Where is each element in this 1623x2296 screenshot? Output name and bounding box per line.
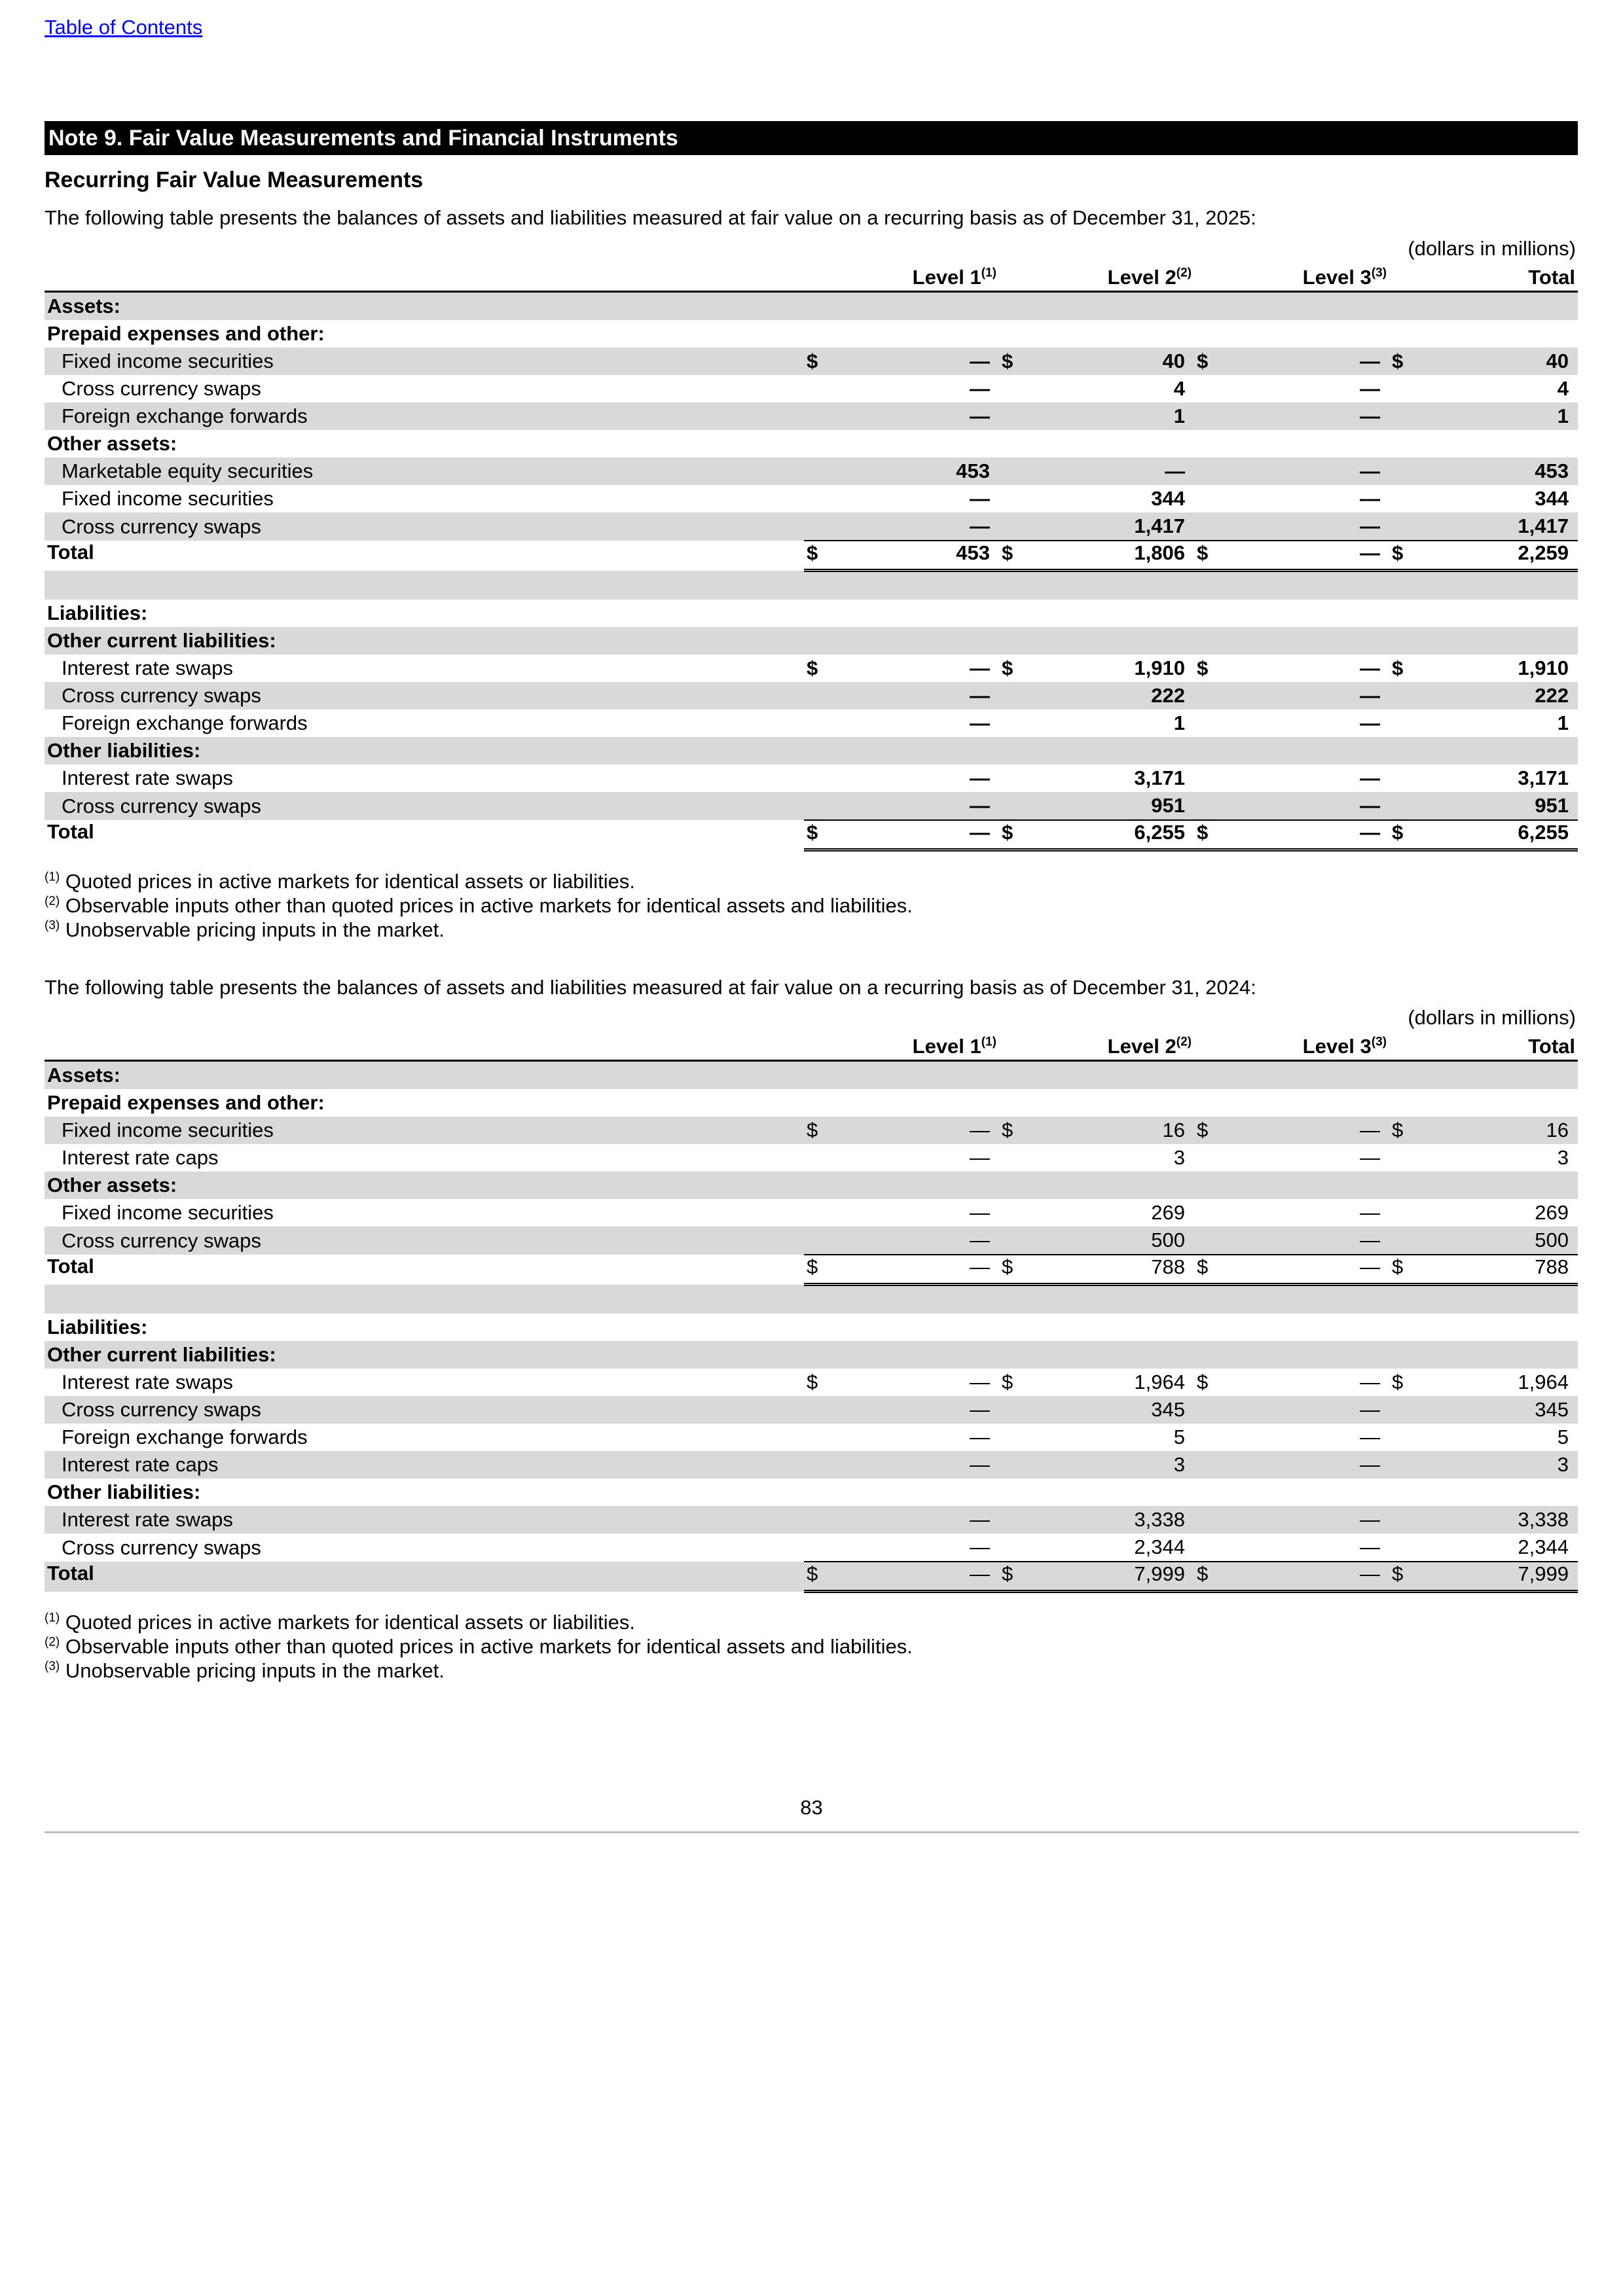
cell-l1: — (970, 377, 990, 400)
cell-total: 2,344 (1518, 1535, 1569, 1558)
table-row (45, 600, 1578, 627)
total-label: Total (47, 541, 94, 564)
currency-symbol: $ (1389, 1117, 1432, 1144)
cell-l2: 3,338 (1042, 1506, 1194, 1534)
currency-symbol: $ (807, 656, 818, 679)
total-l1: — (847, 820, 999, 850)
cell-l1: — (847, 1396, 999, 1424)
cell-l3: — (1237, 457, 1389, 485)
cell-l2: 5 (1173, 1426, 1185, 1448)
prepaid-heading: Prepaid expenses and other: (47, 1091, 325, 1114)
current-liabilities-heading: Other current liabilities: (45, 1341, 804, 1369)
cell-l2: 1,964 (1134, 1371, 1185, 1393)
cell-l1: — (847, 792, 999, 820)
column-header-total: Total (1432, 1031, 1578, 1061)
table-row (45, 1117, 1578, 1144)
cell-l2: 3 (1042, 1451, 1194, 1479)
current-liabilities-heading: Other current liabilities: (45, 627, 804, 655)
currency-symbol: $ (1389, 1562, 1432, 1592)
column-header-level3: Level 3$^{(3)}$ (1237, 262, 1389, 292)
row-label: Cross currency swaps (45, 682, 804, 709)
total-total: 6,255 (1432, 820, 1578, 850)
table-row (45, 1227, 1578, 1255)
total-total: 788 (1432, 1255, 1578, 1285)
column-header-level3: Level 3$^{(3)}$ (1237, 1031, 1389, 1061)
cell-l1: — (847, 1506, 999, 1534)
column-header-level1: Level 1$^{(1)}$ (847, 1031, 999, 1061)
currency-symbol: $ (804, 348, 847, 375)
cell-l1: — (970, 1535, 990, 1558)
cell-l2: 16 (1042, 1117, 1194, 1144)
cell-l1: — (970, 1426, 990, 1448)
cell-l1: — (847, 403, 999, 430)
note-title: Note 9. Fair Value Measurements and Financial Instruments (45, 121, 1578, 155)
table-row (45, 709, 1578, 737)
cell-l1: — (847, 1451, 999, 1479)
currency-symbol: $ (804, 820, 847, 850)
cell-l3: — (1360, 656, 1380, 679)
currency-symbol: $ (1389, 820, 1432, 850)
cell-total: 344 (1535, 487, 1569, 510)
column-header-level1: Level 1$^{(1)}$ (847, 262, 999, 292)
table-header-row (45, 262, 1578, 292)
cell-l3: — (1360, 1426, 1380, 1448)
cell-l2: 4 (1173, 377, 1185, 400)
cell-l2: 40 (1042, 348, 1194, 375)
fair-value-table-2024 (45, 1031, 1578, 1593)
total-label: Total (47, 1255, 94, 1278)
row-label: Interest rate swaps (62, 1371, 233, 1393)
total-total: 7,999 (1432, 1562, 1578, 1592)
table-header-row (45, 1031, 1578, 1061)
cell-l3: — (1237, 512, 1389, 541)
currency-symbol: $ (804, 541, 847, 571)
row-label: Interest rate caps (62, 1146, 219, 1169)
table-total-row (45, 1255, 1578, 1285)
table-spacer-row (45, 571, 1578, 600)
other-assets-heading: Other assets: (45, 1172, 804, 1199)
cell-l2: 500 (1042, 1227, 1194, 1255)
cell-l3: — (1360, 711, 1380, 734)
table-row (45, 375, 1578, 403)
cell-l1: — (970, 487, 990, 510)
total-l1: — (847, 1255, 999, 1285)
row-label: Cross currency swaps (45, 1396, 804, 1424)
table-row (45, 320, 1578, 348)
total-l2: 6,255 (1042, 820, 1194, 850)
cell-l2: 1 (1042, 403, 1194, 430)
row-label: Foreign exchange forwards (45, 403, 804, 430)
table-row (45, 1424, 1578, 1451)
cell-total: 269 (1535, 1201, 1569, 1224)
cell-l3: — (1237, 1451, 1389, 1479)
row-label: Cross currency swaps (45, 792, 804, 820)
cell-l1: — (847, 682, 999, 709)
total-l1: — (847, 1562, 999, 1592)
row-label: Interest rate caps (45, 1451, 804, 1479)
currency-symbol: $ (999, 1255, 1042, 1285)
cell-total: 1 (1432, 403, 1578, 430)
cell-l1: — (970, 656, 990, 679)
currency-symbol: $ (999, 541, 1042, 571)
footnote: $^{(2)}$ Observable inputs other than quoted prices in active markets for identical assets and liabilities. (45, 1635, 913, 1658)
table-row (45, 682, 1578, 709)
cell-l3: — (1237, 792, 1389, 820)
other-liabilities-heading: Other liabilities: (47, 1480, 201, 1503)
cell-l3: — (1237, 1227, 1389, 1255)
table-row (45, 764, 1578, 792)
cell-total: 40 (1432, 348, 1578, 375)
currency-symbol: $ (1194, 1562, 1237, 1592)
fair-value-table-2025 (45, 262, 1578, 852)
cell-l3: — (1360, 766, 1380, 789)
currency-symbol: $ (1002, 1371, 1013, 1393)
footnotes-2025 (45, 869, 913, 942)
currency-symbol: $ (1197, 656, 1209, 679)
row-label: Fixed income securities (62, 1201, 274, 1224)
table-row (45, 1061, 1578, 1090)
prepaid-heading: Prepaid expenses and other: (47, 322, 325, 345)
cell-total: 345 (1432, 1396, 1578, 1424)
cell-total: 16 (1432, 1117, 1578, 1144)
assets-heading: Assets: (45, 292, 804, 321)
currency-symbol: $ (1002, 656, 1013, 679)
table-row (45, 430, 1578, 457)
other-liabilities-heading: Other liabilities: (45, 737, 804, 764)
cell-l2: 1,417 (1042, 512, 1194, 541)
table-row (45, 1199, 1578, 1227)
cell-l3: — (1360, 1201, 1380, 1224)
currency-symbol: $ (1389, 1255, 1432, 1285)
table-row (45, 403, 1578, 430)
table-row (45, 1369, 1578, 1396)
table-row (45, 292, 1578, 321)
liabilities-heading: Liabilities: (47, 1316, 148, 1338)
currency-symbol: $ (1389, 348, 1432, 375)
table-2024-intro: The following table presents the balances of assets and liabilities measured at fair value on a recurring basis as of December 31, 2024: (45, 976, 1256, 999)
cell-total: 3,338 (1432, 1506, 1578, 1534)
table-row (45, 1341, 1578, 1369)
cell-l1: — (970, 1371, 990, 1393)
row-label: Marketable equity securities (45, 457, 804, 485)
row-label: Cross currency swaps (45, 1227, 804, 1255)
row-label: Foreign exchange forwards (62, 711, 308, 734)
table-2025-units: (dollars in millions) (1408, 237, 1576, 260)
table-row (45, 1314, 1578, 1341)
footnote: $^{(2)}$ Observable inputs other than quoted prices in active markets for identical assets and liabilities. (45, 894, 913, 917)
table-row (45, 1172, 1578, 1199)
assets-heading: Assets: (45, 1061, 804, 1090)
cell-total: 3 (1432, 1451, 1578, 1479)
cell-l1: — (970, 1146, 990, 1169)
total-l2: 788 (1042, 1255, 1194, 1285)
table-row (45, 485, 1578, 512)
currency-symbol: $ (804, 1255, 847, 1285)
row-label: Cross currency swaps (62, 377, 261, 400)
currency-symbol: $ (1194, 820, 1237, 850)
total-total: 2,259 (1432, 541, 1578, 571)
row-label: Fixed income securities (45, 348, 804, 375)
table-row (45, 737, 1578, 764)
currency-symbol: $ (1194, 1255, 1237, 1285)
column-header-level2: Level 2$^{(2)}$ (1042, 1031, 1194, 1061)
column-header-level2: Level 2$^{(2)}$ (1042, 262, 1194, 292)
total-label: Total (45, 1562, 804, 1592)
cell-total: 1,964 (1518, 1371, 1569, 1393)
cell-total: 3 (1557, 1146, 1569, 1169)
currency-symbol: $ (1392, 1371, 1404, 1393)
footnotes-2024 (45, 1610, 913, 1683)
currency-symbol: $ (804, 1117, 847, 1144)
table-row (45, 1144, 1578, 1172)
cell-l2: 2,344 (1134, 1535, 1185, 1558)
cell-l1: — (970, 766, 990, 789)
cell-l3: — (1237, 682, 1389, 709)
table-row (45, 457, 1578, 485)
cell-total: 3,171 (1518, 766, 1569, 789)
cell-l2: 222 (1042, 682, 1194, 709)
table-total-row (45, 541, 1578, 571)
currency-symbol: $ (1194, 541, 1237, 571)
total-l3: — (1237, 541, 1389, 571)
table-of-contents-link[interactable]: Table of Contents (45, 16, 203, 39)
cell-l3: — (1237, 1396, 1389, 1424)
cell-l2: 951 (1042, 792, 1194, 820)
table-spacer-row (45, 1285, 1578, 1314)
cell-l2: 269 (1151, 1201, 1185, 1224)
cell-l1: — (970, 1201, 990, 1224)
row-label: Cross currency swaps (45, 512, 804, 541)
cell-l1: — (847, 512, 999, 541)
cell-l3: — (1237, 1117, 1389, 1144)
cell-l3: — (1360, 377, 1380, 400)
currency-symbol: $ (1194, 1117, 1237, 1144)
cell-l3: — (1360, 1535, 1380, 1558)
cell-l3: — (1237, 1506, 1389, 1534)
row-label: Fixed income securities (45, 1117, 804, 1144)
table-row (45, 792, 1578, 820)
table-row (45, 512, 1578, 541)
cell-l1: — (970, 711, 990, 734)
table-row (45, 1396, 1578, 1424)
table-total-row (45, 820, 1578, 850)
cell-l3: — (1360, 1146, 1380, 1169)
footnote: $^{(3)}$ Unobservable pricing inputs in the market. (45, 918, 445, 941)
table-row (45, 1534, 1578, 1562)
currency-symbol: $ (999, 348, 1042, 375)
cell-total: 1 (1557, 711, 1569, 734)
cell-total: 951 (1432, 792, 1578, 820)
currency-symbol: $ (1389, 541, 1432, 571)
row-label: Interest rate swaps (45, 1506, 804, 1534)
cell-l3: — (1237, 403, 1389, 430)
currency-symbol: $ (807, 1371, 818, 1393)
cell-total: 222 (1432, 682, 1578, 709)
currency-symbol: $ (999, 1562, 1042, 1592)
liabilities-heading: Liabilities: (47, 601, 148, 624)
table-total-row (45, 1562, 1578, 1592)
table-row (45, 1479, 1578, 1506)
cell-l2: 345 (1042, 1396, 1194, 1424)
total-l3: — (1237, 1562, 1389, 1592)
page-number: 83 (800, 1796, 823, 1819)
cell-l3: — (1360, 487, 1380, 510)
currency-symbol: $ (1197, 1371, 1209, 1393)
cell-l1: — (847, 1227, 999, 1255)
cell-l1: — (847, 1117, 999, 1144)
currency-symbol: $ (804, 1562, 847, 1592)
total-l2: 1,806 (1042, 541, 1194, 571)
total-l3: — (1237, 1255, 1389, 1285)
cell-l1: — (847, 348, 999, 375)
total-l2: 7,999 (1042, 1562, 1194, 1592)
currency-symbol: $ (1194, 348, 1237, 375)
currency-symbol: $ (999, 1117, 1042, 1144)
cell-total: 453 (1432, 457, 1578, 485)
cell-total: 500 (1432, 1227, 1578, 1255)
cell-total: 4 (1557, 377, 1569, 400)
section-subheading: Recurring Fair Value Measurements (45, 168, 424, 192)
table-row (45, 655, 1578, 682)
other-assets-heading: Other assets: (47, 432, 177, 455)
row-label: Interest rate swaps (62, 766, 233, 789)
footnote: $^{(1)}$ Quoted prices in active markets for identical assets or liabilities. (45, 1611, 635, 1634)
table-row (45, 1451, 1578, 1479)
table-2024-units: (dollars in millions) (1408, 1006, 1576, 1029)
currency-symbol: $ (1392, 656, 1404, 679)
cell-l2: 344 (1151, 487, 1185, 510)
cell-total: 1,417 (1432, 512, 1578, 541)
cell-total: 5 (1557, 1426, 1569, 1448)
table-row (45, 1089, 1578, 1117)
total-label: Total (47, 820, 94, 843)
footnote: $^{(3)}$ Unobservable pricing inputs in the market. (45, 1659, 445, 1682)
footnote: $^{(1)}$ Quoted prices in active markets for identical assets or liabilities. (45, 870, 635, 893)
cell-l2: 3,171 (1134, 766, 1185, 789)
table-2025-intro: The following table presents the balances of assets and liabilities measured at fair value on a recurring basis as of December 31, 2025: (45, 206, 1256, 229)
currency-symbol: $ (999, 820, 1042, 850)
cell-l2: — (1042, 457, 1194, 485)
row-label: Foreign exchange forwards (62, 1426, 308, 1448)
total-l3: — (1237, 820, 1389, 850)
cell-l2: 3 (1173, 1146, 1185, 1169)
cell-l1: 453 (847, 457, 999, 485)
page-divider (45, 1831, 1579, 1833)
cell-l3: — (1237, 348, 1389, 375)
table-row (45, 348, 1578, 375)
column-header-total: Total (1432, 262, 1578, 292)
total-l1: 453 (847, 541, 999, 571)
table-row (45, 627, 1578, 655)
cell-l2: 1 (1173, 711, 1185, 734)
cell-l2: 1,910 (1134, 656, 1185, 679)
row-label: Cross currency swaps (62, 1535, 261, 1559)
cell-l3: — (1360, 1371, 1380, 1393)
row-label: Fixed income securities (62, 487, 274, 510)
cell-total: 1,910 (1518, 656, 1569, 679)
row-label: Interest rate swaps (62, 656, 233, 679)
table-row (45, 1506, 1578, 1534)
